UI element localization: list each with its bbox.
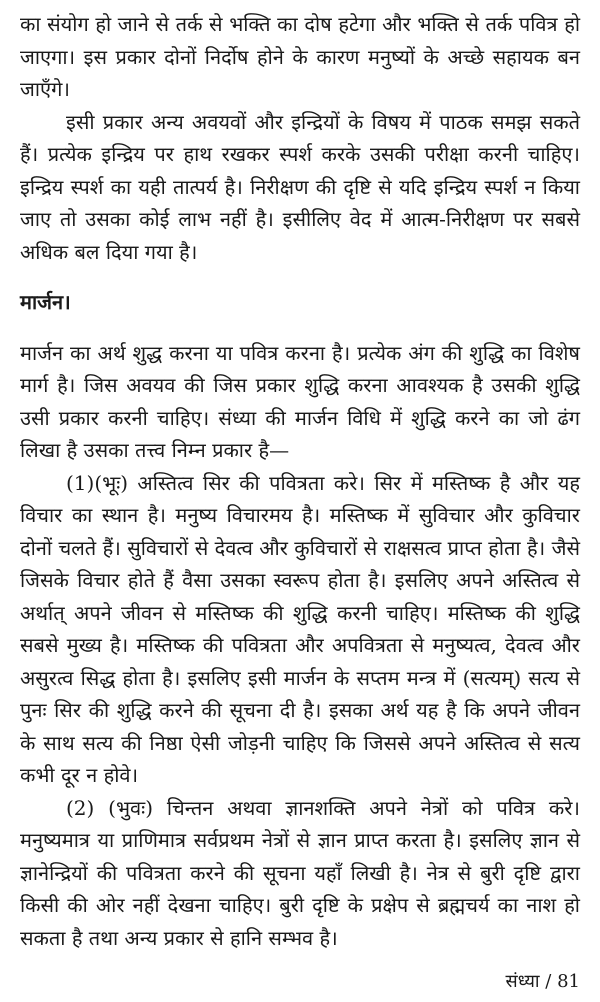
paragraph-3: मार्जन का अर्थ शुद्ध करना या पवित्र करना है। प्रत्येक अंग की शुद्धि का विशेष मार्ग है। जिस अवयव की जिस प्रकार शुद्धि करना आवश्यक है उसकी शुद्धि उसी प्रकार करनी चाहिए। संध्या की मार्जन विधि में शुद्धि करने का जो ढंग लिखा है उसका तत्त्व निम्न प्रकार है— — [20, 340, 580, 462]
paragraph-4: (1)(भूः) अस्तित्व सिर की पवित्रता करे। सिर में मस्तिष्क है और यह विचार का स्थान है। मनुष्य विचारमय है। मस्तिष्क में सुविचार और कुविचार दोनों चलते हैं। सुविचारों से देवत्व और कुविचारों से राक्षसत्व प्राप्त होता है। जैसे जिसके विचार होते हैं वैसा उसका स्वरूप होता है। इसलिए अपने अस्तित्व से अर्थात् अपने जीवन से मस्तिष्क की शुद्धि करनी चाहिए। मस्तिष्क की शुद्धि सबसे मुख्य है। मस्तिष्क की पवित्रता और अपवित्रता से मनुष्यत्व, देवत्व और असुरत्व सिद्ध होता है। इसलिए इसी मार्जन के सप्तम मन्त्र में (सत्यम्) सत्य से पुनः सिर की शुद्धि करने की सूचना दी है। इसका अर्थ यह है कि अपने जीवन के साथ सत्य की निष्ठा ऐसी जोड़नी चाहिए कि जिससे अपने अस्तित्व से सत्य कभी दूर न होवे। — [20, 470, 580, 787]
page-footer: संध्या / 81 — [505, 971, 580, 992]
section-heading: मार्जन। — [20, 290, 71, 314]
paragraph-2: इसी प्रकार अन्य अवयवों और इन्द्रियों के विषय में पाठक समझ सकते हैं। प्रत्येक इन्द्रिय पर हाथ रखकर स्पर्श करके उसकी परीक्षा करनी चाहिए। इन्द्रिय स्पर्श का यही तात्पर्य है। निरीक्षण की दृष्टि से यदि इन्द्रिय स्पर्श न किया जाए तो उसका कोई लाभ नहीं है। इसीलिए वेद में आत्म-निरीक्षण पर सबसे अधिक बल दिया गया है। — [20, 109, 580, 264]
paragraph-5: (2) (भुवः) चिन्तन अथवा ज्ञानशक्ति अपने नेत्रों को पवित्र करे। मनुष्यमात्र या प्राणिमात्र सर्वप्रथम नेत्रों से ज्ञान प्राप्त करता है। इसलिए ज्ञान से ज्ञानेन्द्रियों की पवित्रता करने की सूचना यहाँ लिखी है। नेत्र से बुरी दृष्टि द्वारा किसी की ओर नहीं देखना चाहिए। बुरी दृष्टि के प्रक्षेप से ब्रह्मचर्य का नाश हो सकता है तथा अन्य प्रकार से हानि सम्भव है। — [20, 795, 580, 950]
paragraph-1: का संयोग हो जाने से तर्क से भक्ति का दोष हटेगा और भक्ति से तर्क पवित्र हो जाएगा। इस प्रकार दोनों निर्दोष होने के कारण मनुष्यों के अच्छे सहायक बन जाएँगे। — [20, 12, 580, 101]
